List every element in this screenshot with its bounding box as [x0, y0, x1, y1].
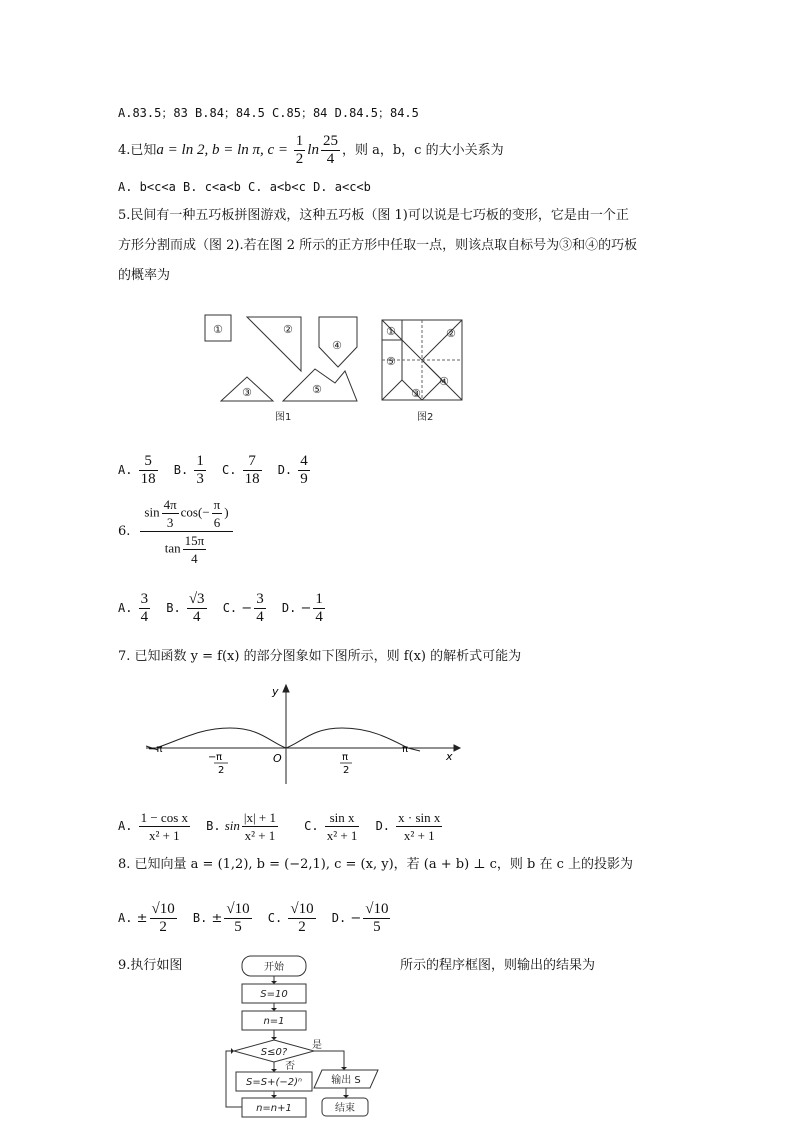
q6-tan: tan — [164, 540, 181, 556]
flow-yes-label: 是 — [312, 1040, 322, 1051]
q6-denominator — [140, 532, 232, 567]
q4-frac-den: 4 — [326, 151, 335, 167]
fig2-label-1: ① — [386, 325, 396, 338]
q5-b-den: 3 — [196, 471, 204, 487]
q7-d-den: x² + 1 — [403, 828, 435, 843]
fig1-label-3: ③ — [242, 386, 252, 399]
fig2-label-3: ③ — [411, 387, 421, 400]
fig2-label-2: ② — [446, 327, 456, 340]
q6-d-letter: D. — [281, 601, 297, 615]
q8-option-b — [193, 898, 254, 939]
x-label: x — [446, 750, 453, 763]
q6-d-num: 1 — [315, 591, 323, 607]
q5-c-den: 18 — [244, 471, 260, 487]
flow-cond-label: S≤0? — [260, 1047, 288, 1058]
q8-c-den: 2 — [298, 919, 306, 935]
q5-c-num: 7 — [243, 453, 262, 471]
q6-a-letter: A. — [118, 601, 133, 615]
fig1-caption: 图1 — [275, 412, 292, 423]
q6-c-den: 4 — [256, 609, 264, 625]
y-axis-arrow — [283, 685, 289, 692]
q7-d-num: x · sin x — [398, 810, 441, 825]
q6-sin-num: 4π — [163, 497, 177, 512]
q7-d-letter: D. — [375, 819, 391, 833]
q8-b-den: 5 — [234, 919, 242, 935]
q4-frac-num: 25 — [322, 133, 338, 149]
tick-neg-half-sign: − — [208, 752, 217, 763]
q8-b-num: √10 — [226, 901, 250, 917]
q7-option-a — [118, 806, 192, 847]
q6-c-num: 3 — [256, 591, 264, 607]
q5-b-letter: B. — [173, 463, 189, 477]
q5-c-letter: C. — [221, 463, 237, 477]
q8-c-letter: C. — [267, 911, 283, 925]
q6-sin-den: 3 — [166, 515, 174, 530]
q5-b-num: 1 — [196, 453, 204, 469]
q6-numerator — [140, 496, 232, 532]
q6-sin: sin — [144, 504, 160, 520]
x-axis-arrow — [454, 745, 460, 751]
q7-option-c — [304, 806, 361, 847]
q3-options: A.83.5；83 B.84；84.5 C.85；84 D.84.5；84.5 — [118, 106, 419, 120]
q5-a-den: 18 — [140, 471, 156, 487]
q6-options — [118, 590, 337, 627]
fig1-label-4: ④ — [332, 339, 342, 352]
flow-start-label: 开始 — [264, 962, 284, 973]
q5-line1: 5.民间有一种五巧板拼图游戏，这种五巧板（图 1)可以说是七巧板的变形，它是由一个正 — [118, 208, 629, 223]
q4-prefix: 4.已知 — [118, 143, 157, 158]
q6-c-letter: C. — [222, 601, 238, 615]
y-label: y — [272, 685, 279, 698]
q9-flowchart — [218, 952, 393, 1120]
q6-cos-den: 6 — [213, 515, 221, 530]
q8-d-num: √10 — [365, 901, 389, 917]
q7-function-graph — [140, 680, 465, 790]
q5-option-b — [174, 452, 208, 489]
q5-d-letter: D. — [277, 463, 293, 477]
q4-ln: ln — [307, 142, 319, 158]
q6-a-den: 4 — [140, 609, 149, 625]
q7-a-letter: A. — [118, 819, 133, 833]
q8-option-c — [268, 898, 318, 939]
q4-suffix: ，则 a，b，c 的大小关系为 — [341, 143, 504, 158]
q6-b-den: 4 — [192, 609, 201, 625]
q7-c-den: x² + 1 — [326, 828, 358, 843]
flow-increment-label: n=n+1 — [256, 1103, 292, 1114]
q6-a-num: 3 — [140, 591, 149, 607]
fig1-label-5: ⑤ — [312, 383, 322, 396]
q7-b-num: |x| + 1 — [243, 810, 276, 825]
q6-label: 6. — [118, 523, 131, 539]
q6-cos-num: π — [213, 497, 221, 512]
flow-n-init-label: n=1 — [263, 1016, 285, 1027]
q5-line3: 的概率为 — [118, 268, 171, 283]
flow-update-label: S=S+(−2)ⁿ — [246, 1077, 302, 1088]
q8-d-letter: D. — [331, 911, 347, 925]
q6-c-sign: − — [241, 601, 253, 616]
q8-d-den: 5 — [373, 919, 381, 935]
q5-a-letter: A. — [118, 463, 133, 477]
fig1-piece-2 — [247, 317, 301, 371]
q7-option-b — [206, 806, 280, 847]
flow-no-label: 否 — [285, 1061, 295, 1072]
fig1-label-2: ② — [283, 323, 293, 336]
flow-end-label: 结束 — [335, 1103, 355, 1114]
q6-b-letter: B. — [166, 601, 181, 615]
q6-cos: cos(− — [180, 504, 210, 520]
q8-b-sign: ± — [211, 911, 223, 926]
q6-close: ) — [224, 504, 229, 520]
q8-option-d — [332, 898, 393, 939]
tick-neg-pi: −π — [148, 744, 163, 755]
tick-pi: π — [402, 744, 409, 755]
q6-big-fraction — [140, 496, 232, 567]
q8-d-sign: − — [350, 911, 362, 926]
q5-line2: 方形分割而成（图 2).若在图 2 所示的正方形中任取一点，则该点取自标号为③和④的巧板 — [118, 238, 638, 253]
fig2-label-4: ④ — [439, 375, 449, 388]
q7-c-num: sin x — [325, 809, 360, 827]
fig1-label-1: ① — [213, 323, 223, 336]
q6-option-c — [223, 590, 268, 627]
q7-b-letter: B. — [206, 819, 221, 833]
q6-d-den: 4 — [315, 609, 323, 625]
q8-a-num: √10 — [151, 901, 175, 917]
q7-a-den: x² + 1 — [148, 828, 180, 843]
q4-frac — [321, 133, 340, 168]
q5-d-num: 4 — [300, 453, 308, 469]
q8-a-den: 2 — [159, 919, 167, 935]
question-4 — [118, 133, 504, 168]
tick-half-pi: π — [342, 752, 349, 763]
q5-option-c — [222, 452, 264, 489]
q7-c-letter: C. — [304, 819, 319, 833]
q4-half-fraction — [294, 133, 306, 168]
fig2-label-5: ⑤ — [386, 355, 396, 368]
q6-b-num: √3 — [188, 591, 205, 607]
tick-neg-half-pi: π — [216, 752, 223, 763]
q8-a-letter: A. — [118, 911, 133, 925]
q5-a-num: 5 — [139, 453, 158, 471]
question-6 — [118, 496, 235, 567]
q8-c-num: √10 — [290, 901, 314, 917]
q7-a-num: 1 − cos x — [140, 810, 189, 825]
tick-neg-half-two: 2 — [218, 765, 225, 776]
q6-tan-num: 15π — [184, 533, 205, 548]
q5-options — [118, 452, 322, 489]
q6-option-b — [166, 590, 208, 627]
tick-half-two: 2 — [343, 765, 350, 776]
q7-options — [118, 806, 454, 847]
q6-option-a — [118, 590, 152, 627]
q5-option-a — [118, 452, 160, 489]
q8-options — [118, 898, 402, 939]
q4-options: A. b<c<a B. c<a<b C. a<b<c D. a<c<b — [118, 180, 371, 194]
q8-text: 8. 已知向量 a = (1,2), b = (−2,1), c = (x, y)，若 (a + b) ⊥ c，则 b 在 c 上的投影为 — [118, 857, 634, 872]
q5-option-d — [278, 452, 312, 489]
q6-tan-den: 4 — [191, 551, 198, 566]
q9-right-text: 所示的程序框图，则输出的结果为 — [400, 958, 596, 973]
q7-option-d — [376, 806, 445, 847]
q8-b-letter: B. — [192, 911, 208, 925]
q4-formula: a = ln 2, b = ln π, c = — [156, 142, 292, 158]
q8-option-a — [118, 898, 179, 939]
q6-option-d — [282, 590, 327, 627]
q4-half-den: 2 — [295, 151, 304, 167]
q7-b-den: x² + 1 — [244, 828, 276, 843]
q8-a-sign: ± — [136, 911, 148, 926]
q5-d-den: 9 — [300, 471, 308, 487]
q9-left-text: 9.执行如图 — [118, 958, 183, 973]
flow-output-label: 输出 S — [331, 1075, 361, 1086]
q7-b-pre: sin — [224, 818, 240, 833]
fig2-caption: 图2 — [417, 412, 434, 423]
q7-text: 7. 已知函数 y = f(x) 的部分图象如下图所示，则 f(x) 的解析式可能为 — [118, 649, 522, 664]
q4-half-num: 1 — [295, 133, 304, 149]
flow-s-init-label: S=10 — [260, 989, 288, 1000]
q6-d-sign: − — [300, 601, 312, 616]
tangram-figures — [195, 305, 485, 430]
origin-label: O — [273, 752, 282, 765]
